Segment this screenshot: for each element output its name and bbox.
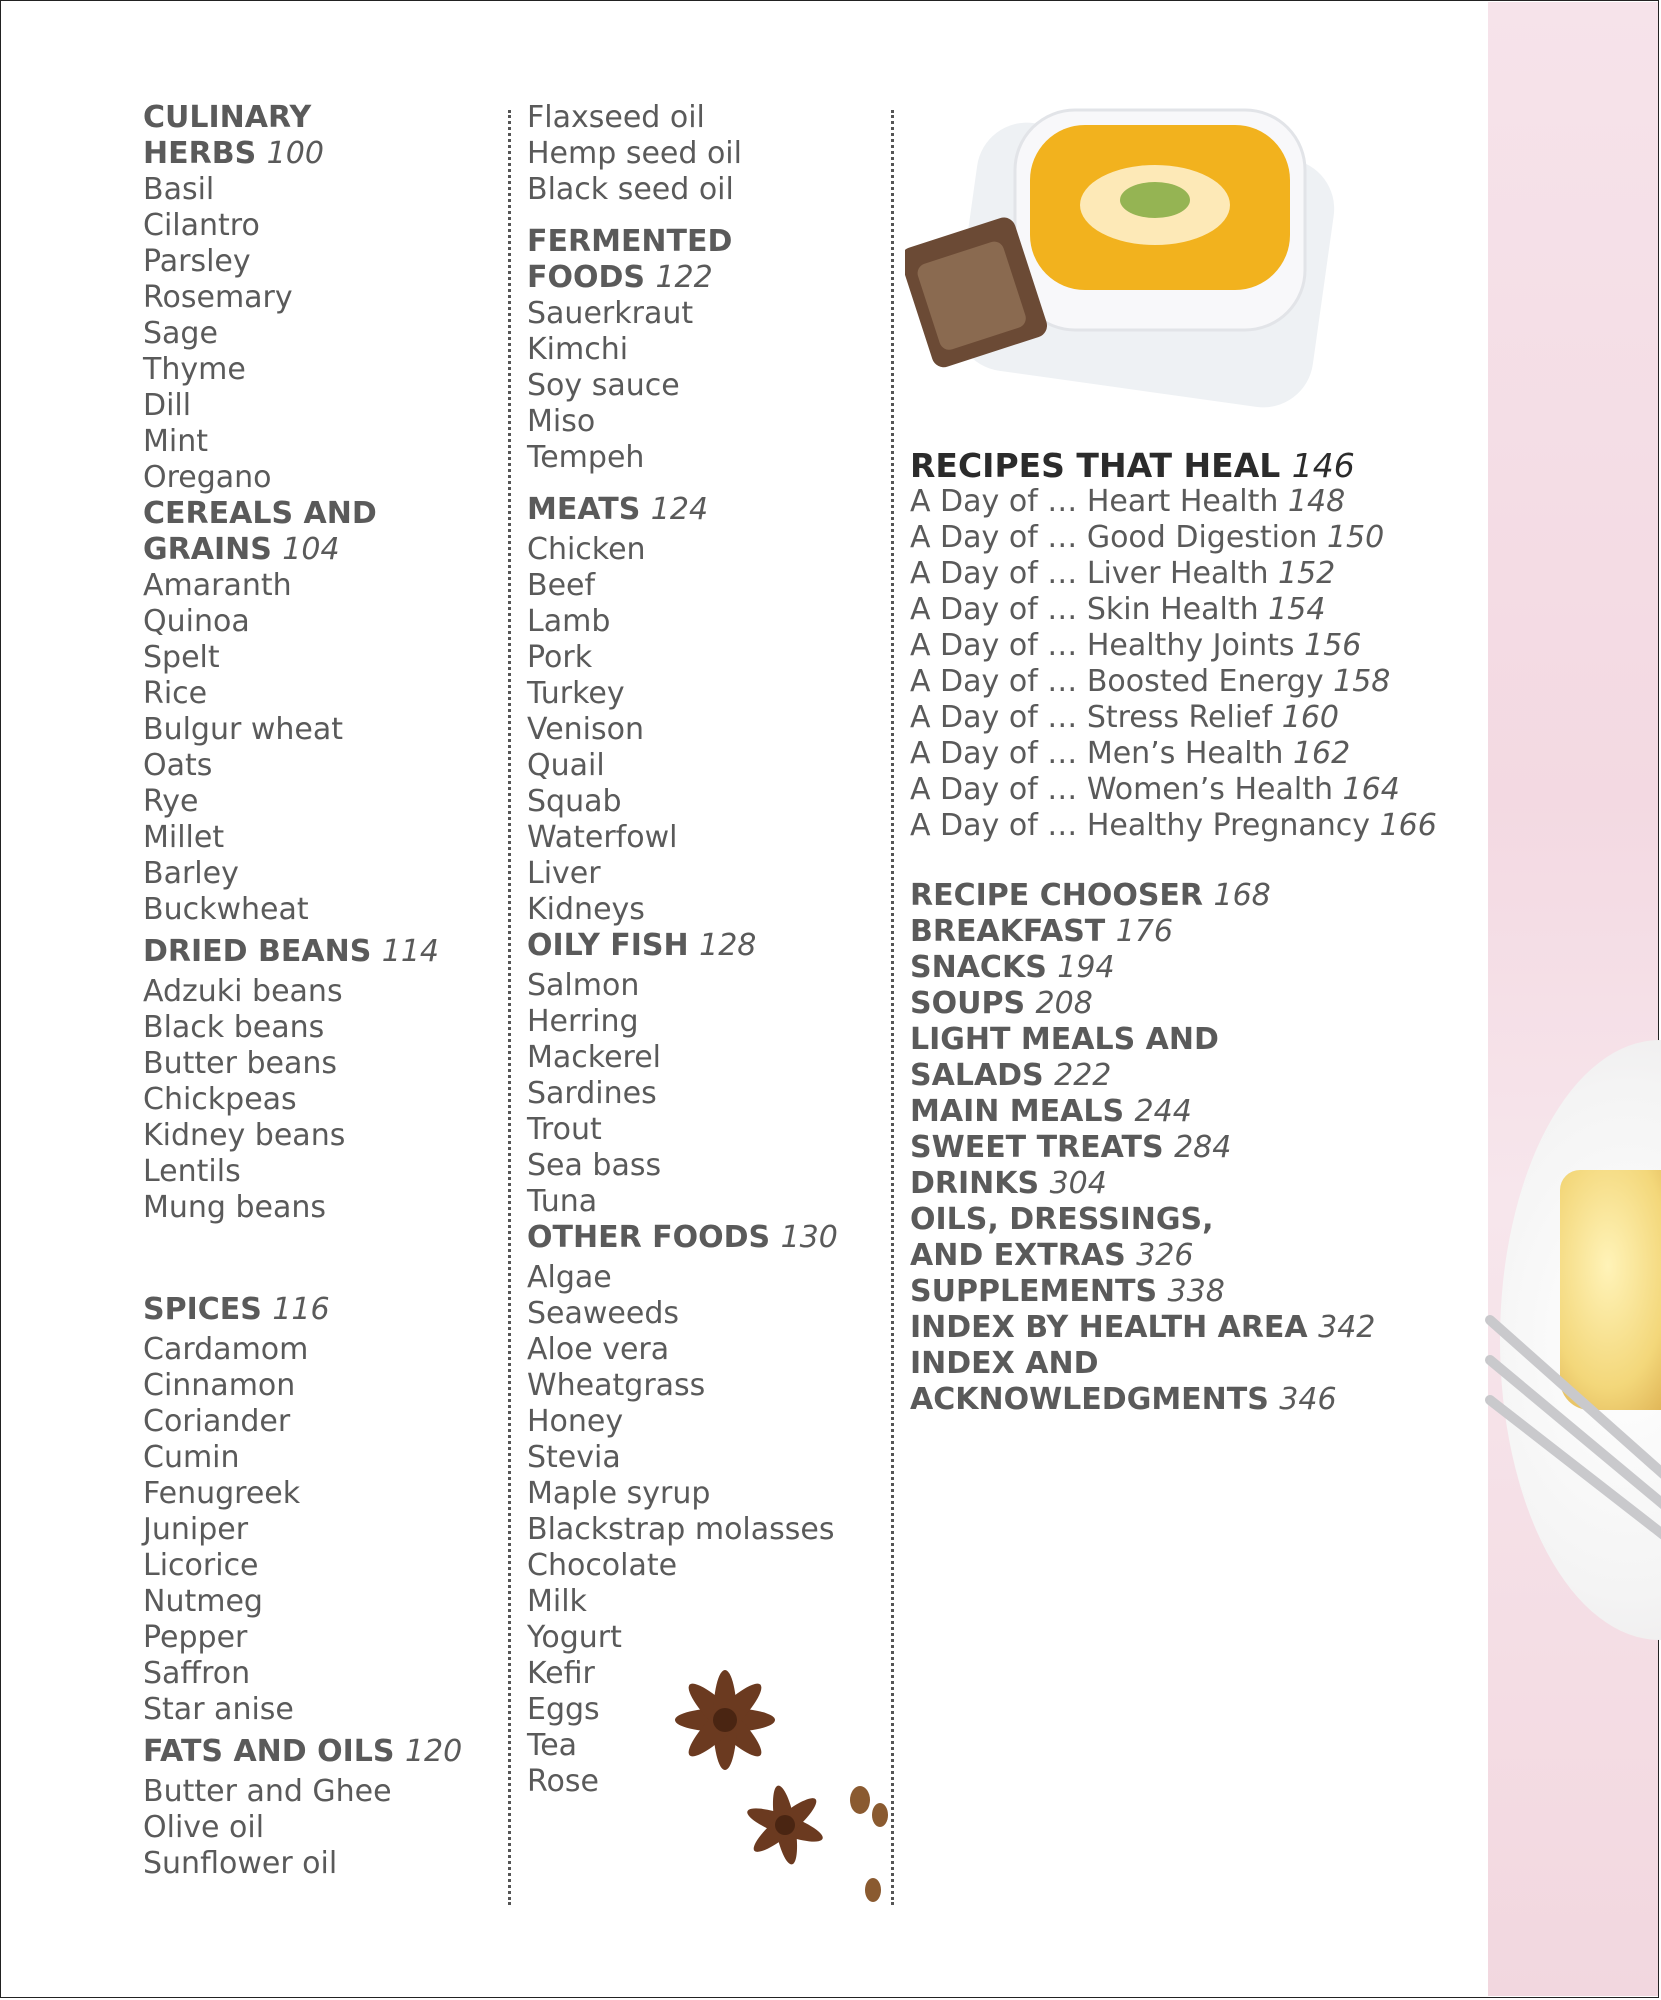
chapter-title: SNACKS — [910, 950, 1047, 985]
list-item[interactable]: Quail — [527, 748, 605, 783]
list-item[interactable]: Rose — [527, 1764, 599, 1799]
column-divider — [508, 110, 511, 1905]
section-recipes-that-heal — [910, 448, 1450, 844]
page-number: 154 — [1268, 592, 1326, 627]
chapter-entry[interactable] — [910, 1166, 1450, 1202]
list-item[interactable]: Rye — [143, 784, 199, 819]
chapter-title: INDEX BY HEALTH AREA — [910, 1310, 1308, 1345]
section-oily-fish — [527, 928, 867, 1220]
list-item[interactable]: Tea — [527, 1728, 578, 1763]
list-item[interactable]: Basil — [143, 172, 215, 207]
list-item[interactable]: Liver — [527, 856, 601, 891]
page-number: 342 — [1318, 1310, 1376, 1345]
chapter-entry[interactable] — [910, 878, 1450, 914]
recipe-entry[interactable] — [910, 592, 1450, 628]
list-item[interactable]: Black beans — [143, 1010, 325, 1045]
chapter-entry[interactable] — [910, 1274, 1450, 1310]
fork-icon — [1480, 1300, 1661, 1560]
list-item[interactable]: Chocolate — [527, 1548, 678, 1583]
list-item[interactable]: Kimchi — [527, 332, 629, 367]
list-item[interactable]: Sauerkraut — [527, 296, 694, 331]
list-item[interactable]: Lamb — [527, 604, 611, 639]
list-item[interactable]: Kidney beans — [143, 1118, 346, 1153]
list-item[interactable]: Cilantro — [143, 208, 260, 243]
section-fats-oils — [143, 1734, 483, 1882]
list-item[interactable]: Rosemary — [143, 280, 293, 315]
page-number: 244 — [1134, 1094, 1192, 1129]
page-number: 146 — [1291, 446, 1355, 485]
recipe-entry[interactable] — [910, 556, 1450, 592]
page-number: 164 — [1342, 772, 1400, 807]
item-list — [527, 532, 867, 928]
page-number: 222 — [1054, 1058, 1112, 1093]
chapter-entry[interactable] — [910, 1130, 1450, 1166]
list-item[interactable]: Flaxseed oil — [527, 100, 705, 135]
toc-column-1 — [143, 100, 483, 1882]
chapter-title: BREAKFAST — [910, 914, 1106, 949]
list-item[interactable]: Chicken — [527, 532, 646, 567]
recipe-entry[interactable] — [910, 772, 1450, 808]
page-number: 122 — [655, 260, 713, 295]
chapter-entry[interactable] — [910, 1310, 1450, 1346]
list-item[interactable]: Waterfowl — [527, 820, 678, 855]
list-item[interactable]: Black seed oil — [527, 172, 734, 207]
list-item[interactable]: Squab — [527, 784, 622, 819]
section-dried-beans — [143, 934, 483, 1226]
page-number: 120 — [404, 1734, 463, 1769]
section-title[interactable]: OILY FISH 128 — [527, 928, 757, 963]
list-item[interactable]: Mint — [143, 424, 208, 459]
list-item[interactable]: Aloe vera — [527, 1332, 670, 1367]
list-item[interactable]: Cinnamon — [143, 1368, 296, 1403]
chapter-title: ACKNOWLEDGMENTS — [910, 1382, 1269, 1417]
page-number: 148 — [1287, 484, 1346, 519]
star-anise-image — [635, 1640, 895, 1910]
toc-column-2 — [527, 100, 867, 1800]
recipe-label: A Day of … Boosted Energy — [910, 664, 1334, 699]
list-item[interactable]: Amaranth — [143, 568, 292, 603]
toc-column-3 — [910, 448, 1450, 1418]
chapter-list — [910, 878, 1450, 1418]
page-number: 326 — [1136, 1238, 1194, 1273]
chapter-entry[interactable] — [910, 1058, 1450, 1094]
item-list — [910, 484, 1450, 844]
recipe-label: A Day of … Stress Relief — [910, 700, 1282, 735]
list-item[interactable]: Juniper — [143, 1512, 249, 1547]
chapter-title: SWEET TREATS — [910, 1130, 1164, 1165]
list-item[interactable]: Cardamom — [143, 1332, 309, 1367]
section-title[interactable]: OTHER FOODS 130 — [527, 1220, 838, 1255]
page-number: 176 — [1115, 914, 1173, 949]
list-item[interactable]: Buckwheat — [143, 892, 309, 927]
list-item[interactable]: Oats — [143, 748, 213, 783]
list-item[interactable]: Star anise — [143, 1692, 294, 1727]
page-number: 338 — [1167, 1274, 1225, 1309]
item-list — [143, 568, 483, 928]
section-title[interactable]: HERBS 100 — [143, 136, 324, 171]
page-number: 114 — [381, 934, 440, 969]
list-item[interactable]: Beef — [527, 568, 596, 603]
list-item[interactable]: Maple syrup — [527, 1476, 711, 1511]
chapter-entry[interactable] — [910, 1346, 1450, 1382]
list-item[interactable]: Butter and Ghee — [143, 1774, 392, 1809]
chapter-title: INDEX AND — [910, 1346, 1099, 1381]
list-item[interactable]: Soy sauce — [527, 368, 680, 403]
list-item[interactable]: Olive oil — [143, 1810, 265, 1845]
chapter-title: MAIN MEALS — [910, 1094, 1125, 1129]
section-title[interactable]: DRIED BEANS 114 — [143, 934, 440, 969]
list-item[interactable]: Salmon — [527, 968, 640, 1003]
list-item[interactable]: Oregano — [143, 460, 272, 495]
page-number: 284 — [1174, 1130, 1232, 1165]
list-item[interactable]: Honey — [527, 1404, 624, 1439]
page-number: 156 — [1304, 628, 1362, 663]
chapter-title: SALADS — [910, 1058, 1044, 1093]
recipe-label: A Day of … Heart Health — [910, 484, 1288, 519]
section-title[interactable]: CEREALS AND — [143, 496, 377, 531]
list-item[interactable]: Adzuki beans — [143, 974, 343, 1009]
dessert-photo-strip — [1488, 2, 1658, 1996]
item-list — [527, 968, 867, 1220]
list-item[interactable]: Barley — [143, 856, 239, 891]
list-item[interactable]: Chickpeas — [143, 1082, 297, 1117]
recipe-entry[interactable] — [910, 520, 1450, 556]
list-item[interactable]: Bulgur wheat — [143, 712, 344, 747]
list-item[interactable]: Blackstrap molasses — [527, 1512, 835, 1547]
soup-bowl-image — [905, 100, 1375, 420]
list-item[interactable]: Kefir — [527, 1656, 595, 1691]
recipe-entry[interactable] — [910, 700, 1450, 736]
list-item[interactable]: Fenugreek — [143, 1476, 301, 1511]
page-number: 166 — [1379, 808, 1437, 843]
page-number: 158 — [1333, 664, 1391, 699]
chapter-entry[interactable] — [910, 986, 1450, 1022]
chapter-title: LIGHT MEALS AND — [910, 1022, 1219, 1057]
list-item[interactable]: Hemp seed oil — [527, 136, 742, 171]
list-item[interactable]: Tempeh — [527, 440, 645, 475]
item-list — [527, 100, 867, 208]
list-item[interactable]: Sea bass — [527, 1148, 662, 1183]
section-cereals-grains — [143, 496, 483, 928]
list-item[interactable]: Herring — [527, 1004, 639, 1039]
list-item[interactable]: Miso — [527, 404, 596, 439]
chapter-entry[interactable] — [910, 1382, 1450, 1418]
section-fermented-foods — [527, 224, 867, 476]
page-number: 128 — [699, 928, 757, 963]
recipe-entry[interactable] — [910, 628, 1450, 664]
page-number: 162 — [1292, 736, 1351, 771]
recipe-label: A Day of … Healthy Joints — [910, 628, 1305, 663]
recipe-label: A Day of … Skin Health — [910, 592, 1269, 627]
list-item[interactable]: Saffron — [143, 1656, 251, 1691]
section-title[interactable]: GRAINS 104 — [143, 532, 340, 567]
recipe-label: A Day of … Women’s Health — [910, 772, 1343, 807]
list-item[interactable]: Coriander — [143, 1404, 291, 1439]
list-item[interactable]: Pork — [527, 640, 593, 675]
page-number: 346 — [1279, 1382, 1337, 1417]
chapter-entry[interactable] — [910, 950, 1450, 986]
page-number: 100 — [266, 136, 324, 171]
recipe-entry[interactable] — [910, 736, 1450, 772]
chapter-title: SOUPS — [910, 986, 1026, 1021]
list-item[interactable]: Rice — [143, 676, 208, 711]
list-item[interactable]: Mung beans — [143, 1190, 327, 1225]
list-item[interactable]: Seaweeds — [527, 1296, 680, 1331]
page-number: 194 — [1057, 950, 1115, 985]
recipe-label: A Day of … Liver Health — [910, 556, 1278, 591]
page-number: 168 — [1213, 878, 1271, 913]
item-list — [143, 1774, 483, 1882]
item-list — [527, 296, 867, 476]
list-item[interactable]: Algae — [527, 1260, 612, 1295]
section-title[interactable]: FOODS 122 — [527, 260, 713, 295]
page-number: 104 — [282, 532, 340, 567]
section-spices — [143, 1292, 483, 1728]
list-item[interactable]: Wheatgrass — [527, 1368, 706, 1403]
chapter-title: OILS, DRESSINGS, — [910, 1202, 1214, 1237]
column-divider — [891, 110, 894, 1905]
chapter-entry[interactable] — [910, 914, 1450, 950]
chapter-title: DRINKS — [910, 1166, 1040, 1201]
section-culinary-herbs — [143, 100, 483, 496]
list-item[interactable]: Millet — [143, 820, 225, 855]
list-item[interactable]: Spelt — [143, 640, 220, 675]
chapter-entry[interactable] — [910, 1238, 1450, 1274]
section-title[interactable]: SPICES 116 — [143, 1292, 330, 1327]
section-meats — [527, 492, 867, 928]
recipe-entry[interactable] — [910, 808, 1450, 844]
recipe-label: A Day of … Good Digestion — [910, 520, 1327, 555]
item-list — [143, 1332, 483, 1728]
list-item[interactable]: Quinoa — [143, 604, 250, 639]
recipe-entry[interactable] — [910, 484, 1450, 520]
page-number: 208 — [1035, 986, 1093, 1021]
list-item[interactable]: Yogurt — [527, 1620, 622, 1655]
chapter-title: AND EXTRAS — [910, 1238, 1126, 1273]
list-item[interactable]: Licorice — [143, 1548, 259, 1583]
chapter-entry[interactable] — [910, 1022, 1450, 1058]
section-title[interactable]: RECIPES THAT HEAL 146 — [910, 446, 1355, 485]
list-item[interactable]: Mackerel — [527, 1040, 661, 1075]
chapter-title: RECIPE CHOOSER — [910, 878, 1204, 913]
section-title[interactable]: CULINARY — [143, 100, 312, 135]
item-list — [143, 172, 483, 496]
list-item[interactable]: Eggs — [527, 1692, 600, 1727]
section-title[interactable]: MEATS 124 — [527, 492, 709, 527]
list-item[interactable]: Venison — [527, 712, 644, 747]
list-item[interactable]: Butter beans — [143, 1046, 337, 1081]
list-item[interactable]: Tuna — [527, 1184, 598, 1219]
list-item[interactable]: Nutmeg — [143, 1584, 263, 1619]
item-list — [143, 974, 483, 1226]
page-number: 124 — [650, 492, 709, 527]
page-number: 160 — [1281, 700, 1339, 735]
list-item[interactable]: Sage — [143, 316, 218, 351]
chapter-title: SUPPLEMENTS — [910, 1274, 1158, 1309]
page-number: 130 — [780, 1220, 838, 1255]
list-item[interactable]: Cumin — [143, 1440, 240, 1475]
list-item[interactable]: Sunflower oil — [143, 1846, 338, 1881]
list-item[interactable]: Parsley — [143, 244, 251, 279]
list-item[interactable]: Milk — [527, 1584, 587, 1619]
list-item[interactable]: Thyme — [143, 352, 246, 387]
list-item[interactable]: Pepper — [143, 1620, 248, 1655]
list-item[interactable]: Dill — [143, 388, 192, 423]
list-item[interactable]: Trout — [527, 1112, 602, 1147]
recipe-label: A Day of … Healthy Pregnancy — [910, 808, 1380, 843]
section-title[interactable]: FERMENTED — [527, 224, 733, 259]
list-item[interactable]: Lentils — [143, 1154, 241, 1189]
page-number: 150 — [1326, 520, 1385, 555]
section-title[interactable]: FATS AND OILS 120 — [143, 1734, 463, 1769]
list-item[interactable]: Stevia — [527, 1440, 621, 1475]
recipe-entry[interactable] — [910, 664, 1450, 700]
list-item[interactable]: Sardines — [527, 1076, 657, 1111]
list-item[interactable]: Kidneys — [527, 892, 645, 927]
page-number: 116 — [272, 1292, 330, 1327]
chapter-entry[interactable] — [910, 1202, 1450, 1238]
chapter-entry[interactable] — [910, 1094, 1450, 1130]
recipe-label: A Day of … Men’s Health — [910, 736, 1293, 771]
list-item[interactable]: Turkey — [527, 676, 625, 711]
page-number: 304 — [1049, 1166, 1107, 1201]
page-number: 152 — [1278, 556, 1336, 591]
